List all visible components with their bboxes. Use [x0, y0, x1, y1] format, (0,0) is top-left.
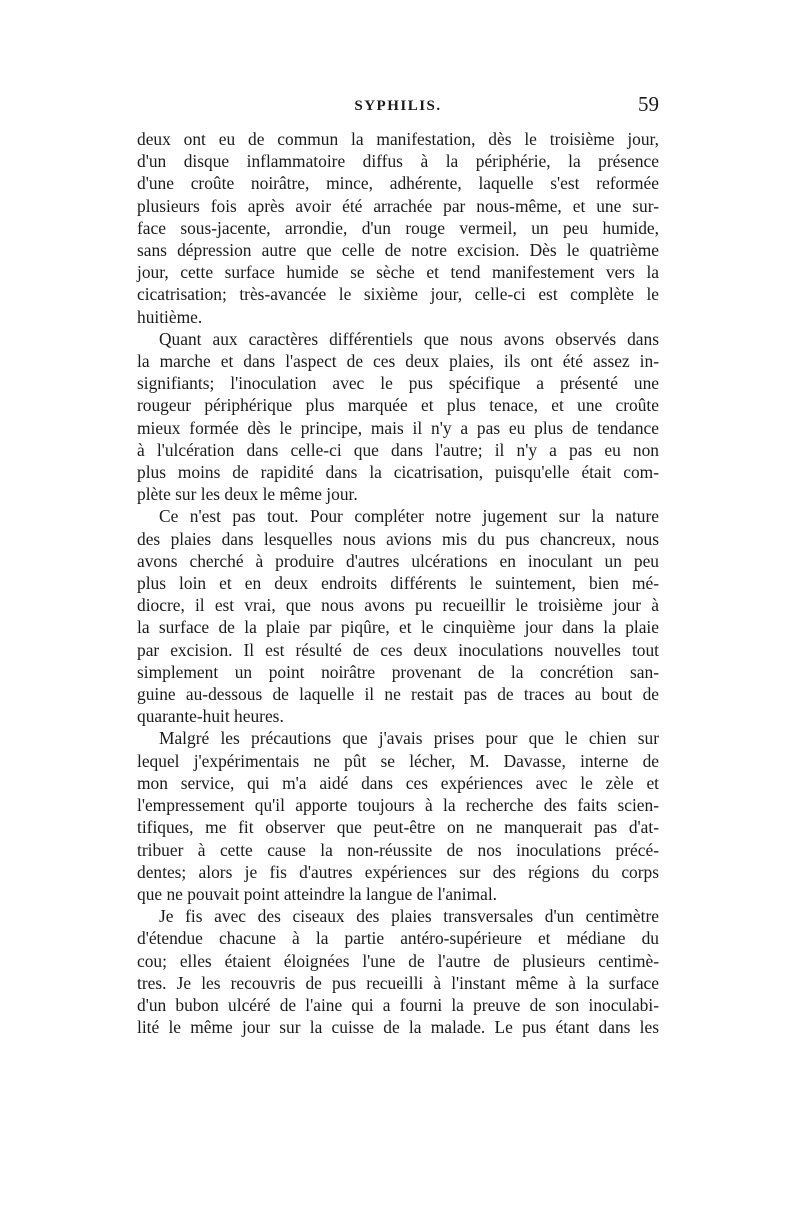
paragraph: [137, 727, 659, 905]
text-line: d'un disque inflammatoire diffus à la périphérie, la présence: [137, 151, 659, 172]
paragraph: [137, 905, 659, 1038]
text-line: diocre, il est vrai, que nous avons pu recueillir le troisième jour à: [137, 595, 659, 616]
text-line: sans dépression autre que celle de notre excision. Dès le quatrième: [137, 240, 659, 261]
text-line: lequel j'expérimentais ne pût se lécher, M. Davasse, interne de: [137, 750, 659, 771]
text-line: plète sur les deux le même jour.: [137, 484, 358, 505]
text-line: tribuer à cette cause la non-réussite de nos inoculations précé-: [137, 839, 659, 860]
text-line: par excision. Il est résulté de ces deux inoculations nouvelles tout: [137, 639, 659, 660]
text-line: mon service, qui m'a aidé dans ces expériences avec le zèle et: [137, 772, 659, 793]
text-line: l'empressement qu'il apporte toujours à la recherche des faits scien-: [137, 795, 659, 816]
text-line: plus loin et en deux endroits différents le suintement, bien mé-: [137, 573, 659, 594]
text-line: lité le même jour sur la cuisse de la malade. Le pus étant dans les: [137, 1017, 659, 1038]
text-line: plusieurs fois après avoir été arrachée par nous-même, et une sur-: [137, 195, 659, 216]
text-line: mieux formée dès le principe, mais il n'y a pas eu plus de tendance: [137, 417, 659, 438]
text-line: cou; elles étaient éloignées l'une de l'autre de plusieurs centimè-: [137, 950, 659, 971]
text-line: Ce n'est pas tout. Pour compléter notre jugement sur la nature: [159, 506, 659, 527]
text-line: d'étendue chacune à la partie antéro-supérieure et médiane du: [137, 928, 659, 949]
text-line: Malgré les précautions que j'avais prises pour que le chien sur: [159, 728, 659, 749]
text-line: tres. Je les recouvris de pus recueilli à l'instant même à la surface: [137, 972, 659, 993]
running-head: [137, 92, 659, 122]
text-line: tifiques, me fit observer que peut-être on ne manquerait pas d'at-: [137, 817, 659, 838]
text-line: guine au-dessous de laquelle il ne restait pas de traces au bout de: [137, 684, 659, 705]
text-line: d'une croûte noirâtre, mince, adhérente, laquelle s'est reformée: [137, 173, 659, 194]
text-line: signifiants; l'inoculation avec le pus spécifique a présenté une: [137, 373, 659, 394]
text-line: la surface de la plaie par piqûre, et le cinquième jour dans la plaie: [137, 617, 659, 638]
paragraph: [137, 328, 659, 506]
page-number: 59: [638, 92, 659, 116]
text-line: plus moins de rapidité dans la cicatrisation, puisqu'elle était com-: [137, 462, 659, 483]
text-line: cicatrisation; très-avancée le sixième jour, celle-ci est complète le: [137, 284, 659, 305]
text-line: avons cherché à produire d'autres ulcérations en inoculant un peu: [137, 550, 659, 571]
text-line: dentes; alors je fis d'autres expériences sur des régions du corps: [137, 861, 659, 882]
text-line: Je fis avec des ciseaux des plaies transversales d'un centimètre: [159, 906, 659, 927]
text-line: des plaies dans lesquelles nous avions mis du pus chancreux, nous: [137, 528, 659, 549]
text-line: la marche et dans l'aspect de ces deux plaies, ils ont été assez in-: [137, 351, 659, 372]
text-line: huitième.: [137, 306, 203, 327]
text-line: quarante-huit heures.: [137, 706, 284, 727]
text-line: jour, cette surface humide se sèche et tend manifestement vers la: [137, 262, 659, 283]
paragraph: [137, 505, 659, 727]
text-line: face sous-jacente, arrondie, d'un rouge vermeil, un peu humide,: [137, 217, 659, 238]
text-line: Quant aux caractères différentiels que nous avons observés dans: [159, 328, 659, 349]
paragraph: [137, 128, 659, 328]
text-line: rougeur périphérique plus marquée et plus tenace, et une croûte: [137, 395, 659, 416]
text-line: deux ont eu de commun la manifestation, dès le troisième jour,: [137, 129, 659, 149]
running-title: SYPHILIS.: [354, 98, 442, 114]
text-line: simplement un point noirâtre provenant de la concrétion san-: [137, 661, 659, 682]
text-line: que ne pouvait point atteindre la langue de l'animal.: [137, 883, 498, 904]
text-line: d'un bubon ulcéré de l'aine qui a fourni la preuve de son inoculabi-: [137, 994, 659, 1015]
text-line: à l'ulcération dans celle-ci que dans l'autre; il n'y a pas eu non: [137, 439, 659, 460]
body-text: [137, 128, 659, 1038]
